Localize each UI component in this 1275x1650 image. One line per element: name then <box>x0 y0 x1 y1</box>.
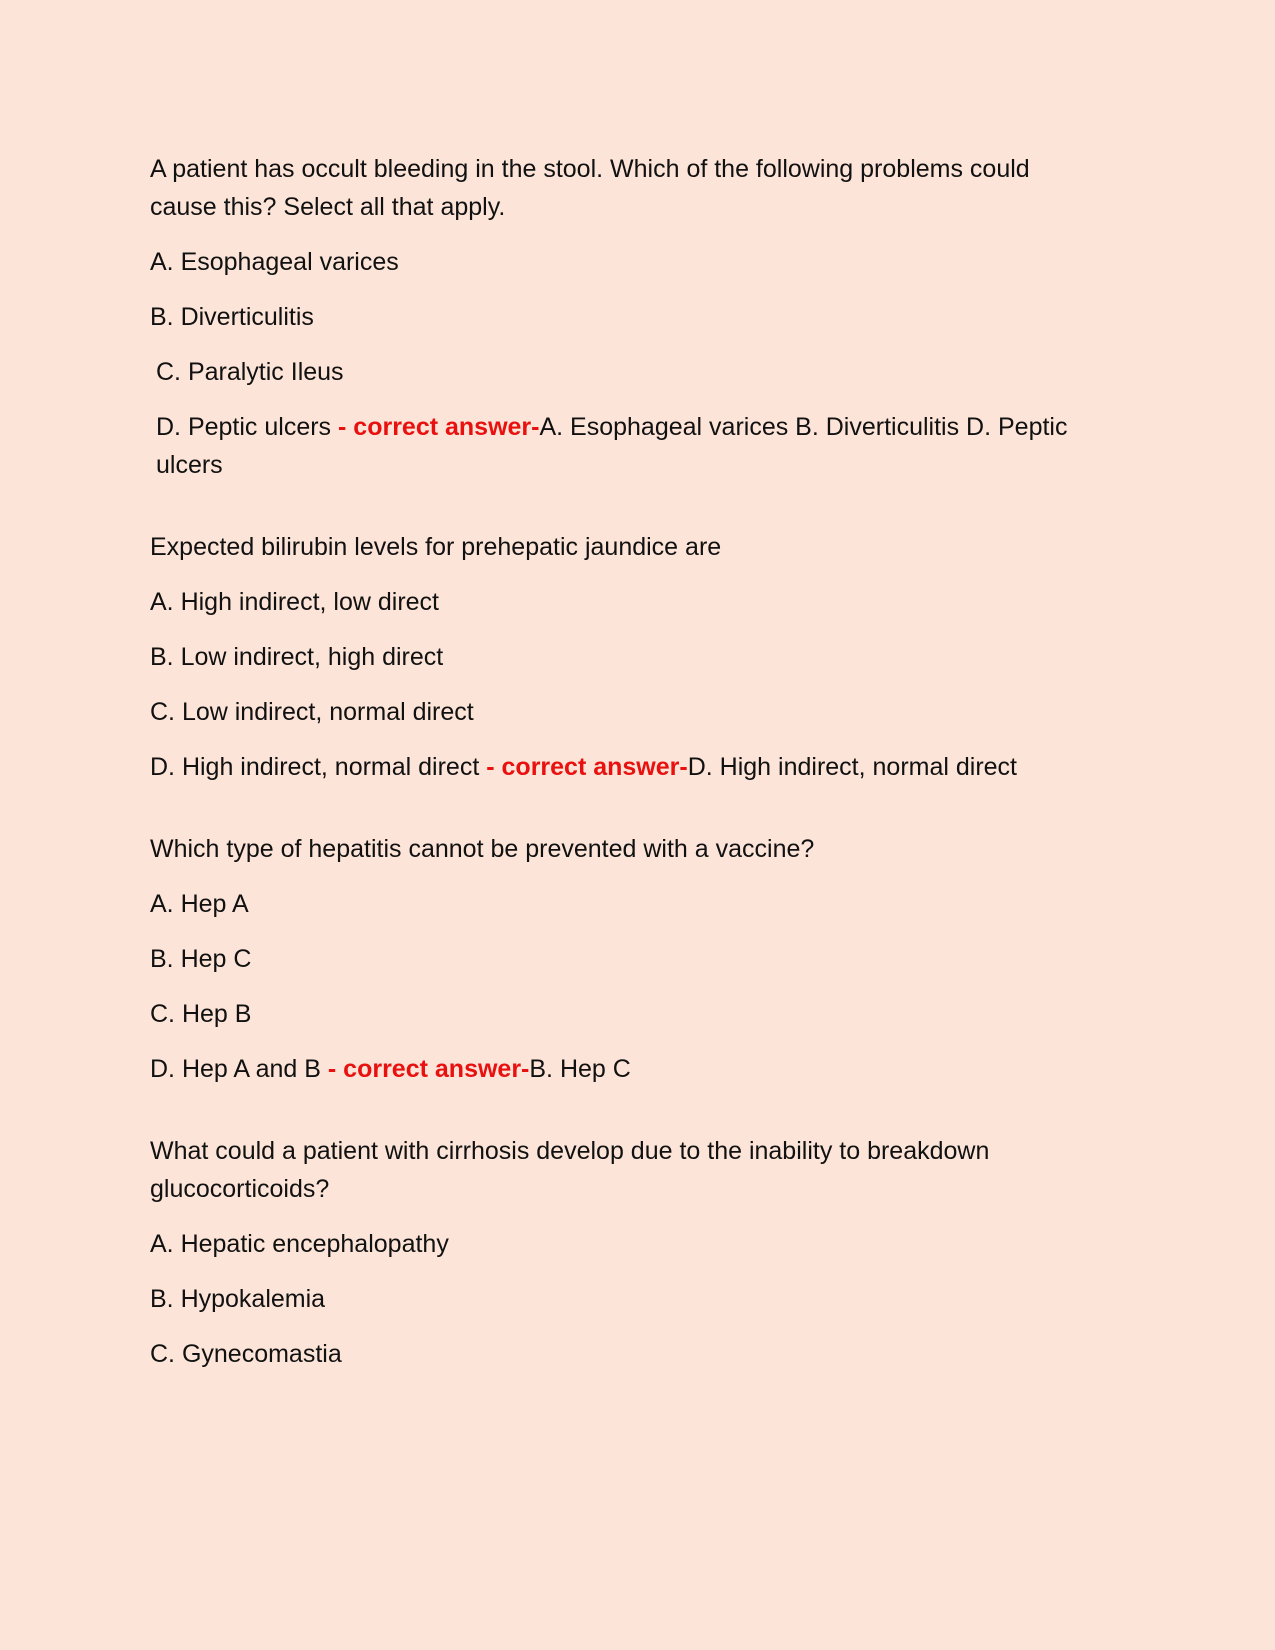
option-b: B. Hypokalemia <box>150 1285 326 1313</box>
option-d: D. Peptic ulcers <box>156 413 332 441</box>
option-a: A. Hep A <box>150 890 249 918</box>
option-a: A. Esophageal varices <box>150 248 399 276</box>
option-d-with-answer <box>150 748 1085 786</box>
option-d: D. High indirect, normal direct <box>150 753 480 781</box>
correct-answer-text: B. Hep C <box>529 1055 631 1083</box>
option-c: C. Low indirect, normal direct <box>150 698 474 726</box>
option-d-with-answer <box>150 1050 1085 1088</box>
option-c: C. Paralytic Ileus <box>156 358 344 386</box>
correct-answer-text: D. High indirect, normal direct <box>687 753 1018 781</box>
question-text: Which type of hepatitis cannot be prevented with a vaccine? <box>150 835 815 863</box>
correct-answer-marker: - correct answer- <box>338 413 540 441</box>
option-b: B. Hep C <box>150 945 252 973</box>
question-block-2 <box>150 528 1085 786</box>
question-text: Expected bilirubin levels for prehepatic jaundice are <box>150 533 722 561</box>
correct-answer-marker: - correct answer- <box>486 753 688 781</box>
question-text: A patient has occult bleeding in the stool. Which of the following problems could cause this? Select all that apply. <box>150 155 1030 221</box>
option-a: A. Hepatic encephalopathy <box>150 1230 449 1258</box>
option-a: A. High indirect, low direct <box>150 588 440 616</box>
correct-answer-text: A. Esophageal varices B. Diverticulitis D. Peptic ulcers <box>156 413 1068 479</box>
question-text: What could a patient with cirrhosis develop due to the inability to breakdown glucocorticoids? <box>150 1137 990 1203</box>
question-block-4 <box>150 1132 1085 1373</box>
option-b: B. Diverticulitis <box>150 303 314 331</box>
question-block-3 <box>150 830 1085 1088</box>
option-c: C. Gynecomastia <box>150 1340 342 1368</box>
option-d: D. Hep A and B <box>150 1055 321 1083</box>
option-d-with-answer <box>150 408 1085 484</box>
option-c: C. Hep B <box>150 1000 252 1028</box>
option-b: B. Low indirect, high direct <box>150 643 444 671</box>
correct-answer-marker: - correct answer- <box>327 1055 530 1083</box>
question-block-1 <box>150 150 1085 484</box>
